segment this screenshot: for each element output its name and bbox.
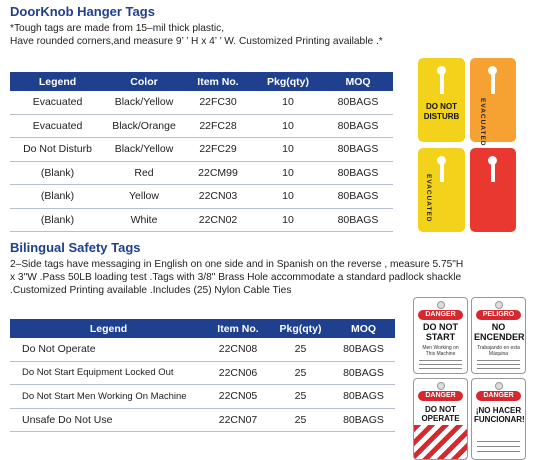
cell-legend: (Blank) (10, 161, 105, 185)
bilingual-desc-line1: 2–Side tags have messaging in English on one side and in Spanish on the reverse , measure 5.75"H (10, 259, 464, 270)
cell-moq: 80BAGS (323, 185, 393, 209)
cell-moq: 80BAGS (323, 114, 393, 138)
bilingual-table (10, 319, 395, 432)
hanger-evac-text: EVACUATED (425, 174, 432, 223)
cell-pkg: 10 (253, 208, 323, 232)
cell-moq: 80BAGS (323, 208, 393, 232)
cell-legend: (Blank) (10, 208, 105, 232)
cell-pkg: 25 (269, 361, 332, 385)
cell-item-no: 22CN03 (183, 185, 253, 209)
safety-tag-no-encender-image (471, 297, 526, 374)
cell-moq: 80BAGS (332, 408, 395, 432)
cell-moq: 80BAGS (332, 361, 395, 385)
col-moq: MOQ (323, 72, 393, 91)
table-row (10, 408, 395, 432)
table-header-row (10, 319, 395, 338)
bilingual-desc-line2: x 3"W .Pass 50LB loading test .Tags with 3/8" Brass Hole accommodate a standard padlock shackle (10, 272, 462, 283)
bilingual-desc-line3: .Customized Printing available .Includes (25) Nylon Cable Ties (10, 285, 292, 296)
cell-color: Red (105, 161, 183, 185)
cell-item-no: 22CN02 (183, 208, 253, 232)
table-header-row (10, 72, 393, 91)
cell-pkg: 10 (253, 185, 323, 209)
cell-moq: 80BAGS (323, 138, 393, 162)
cell-pkg: 10 (253, 138, 323, 162)
cell-pkg: 25 (269, 385, 332, 409)
tag-big-text: ¡NO HACER FUNCIONAR! (474, 406, 525, 424)
table-row (10, 361, 395, 385)
doorknob-desc-line2: Have rounded corners,and measure 9’ ’ H x 4’ ’ W. Customized Printing available .* (10, 36, 383, 47)
doorknob-table (10, 72, 393, 232)
danger-label: DANGER (418, 310, 463, 320)
cell-moq: 80BAGS (323, 91, 393, 114)
col-item-no: Item No. (207, 319, 269, 338)
safety-tag-do-not-operate-image (413, 378, 468, 460)
cell-legend: Do Not Operate (10, 338, 207, 361)
cell-item-no: 22FC30 (183, 91, 253, 114)
hanger-evacuated-yellow-image (418, 148, 465, 232)
cell-moq: 80BAGS (332, 338, 395, 361)
cell-item-no: 22CN07 (207, 408, 269, 432)
hanger-evac-text: EVACUATED (479, 98, 486, 147)
table-row (10, 185, 393, 209)
col-item-no: Item No. (183, 72, 253, 91)
cell-legend: Evacuated (10, 114, 105, 138)
hazard-stripes (414, 425, 467, 459)
cell-pkg: 10 (253, 161, 323, 185)
cell-legend: Unsafe Do Not Use (10, 408, 207, 432)
tag-small-text: Trabajando en esta Máquina (477, 345, 520, 357)
cell-moq: 80BAGS (332, 385, 395, 409)
bilingual-title: Bilingual Safety Tags (10, 240, 141, 255)
cell-color: Yellow (105, 185, 183, 209)
table-row (10, 138, 393, 162)
cell-moq: 80BAGS (323, 161, 393, 185)
cell-item-no: 22CN06 (207, 361, 269, 385)
safety-tag-no-hacer-funcionar-image (471, 378, 526, 460)
cell-color: Black/Orange (105, 114, 183, 138)
tag-big-text: DO NOT START (423, 322, 458, 342)
tag-big-text: NO ENCENDER (474, 322, 525, 342)
table-row (10, 114, 393, 138)
safety-tag-do-not-start-image (413, 297, 468, 374)
cell-item-no: 22FC28 (183, 114, 253, 138)
table-row (10, 385, 395, 409)
cell-pkg: 10 (253, 114, 323, 138)
col-moq: MOQ (332, 319, 395, 338)
cell-item-no: 22CN05 (207, 385, 269, 409)
col-legend: Legend (10, 319, 207, 338)
hanger-do-not-disturb-image (418, 58, 465, 142)
cell-pkg: 10 (253, 91, 323, 114)
peligro-label: DANGER (476, 391, 521, 401)
cell-legend: Do Not Start Equipment Locked Out (10, 361, 207, 385)
cell-item-no: 22CN08 (207, 338, 269, 361)
hanger-text-line2: DISTURB (423, 112, 460, 121)
danger-label: DANGER (418, 391, 463, 401)
col-color: Color (105, 72, 183, 91)
hanger-blank-red-image (470, 148, 516, 232)
table-row (10, 91, 393, 114)
cell-item-no: 22CM99 (183, 161, 253, 185)
doorknob-title: DoorKnob Hanger Tags (10, 4, 155, 19)
peligro-label: PELIGRO (476, 310, 521, 320)
cell-legend: Do Not Start Men Working On Machine (10, 385, 207, 409)
cell-pkg: 25 (269, 408, 332, 432)
cell-color: Black/Yellow (105, 91, 183, 114)
cell-legend: Evacuated (10, 91, 105, 114)
doorknob-desc-line1: *Tough tags are made from 15–mil thick plastic, (10, 23, 225, 34)
hanger-evacuated-orange-image (470, 58, 516, 147)
cell-item-no: 22FC29 (183, 138, 253, 162)
cell-color: Black/Yellow (105, 138, 183, 162)
table-row (10, 161, 393, 185)
col-pkg: Pkg(qty) (253, 72, 323, 91)
table-row (10, 208, 393, 232)
tag-small-text: Men Working on This Machine (422, 345, 459, 357)
cell-color: White (105, 208, 183, 232)
table-row (10, 338, 395, 361)
cell-pkg: 25 (269, 338, 332, 361)
cell-legend: (Blank) (10, 185, 105, 209)
tag-big-text: DO NOT OPERATE (421, 405, 460, 423)
col-legend: Legend (10, 72, 105, 91)
hanger-text-line1: DO NOT (425, 102, 458, 111)
col-pkg: Pkg(qty) (269, 319, 332, 338)
cell-legend: Do Not Disturb (10, 138, 105, 162)
